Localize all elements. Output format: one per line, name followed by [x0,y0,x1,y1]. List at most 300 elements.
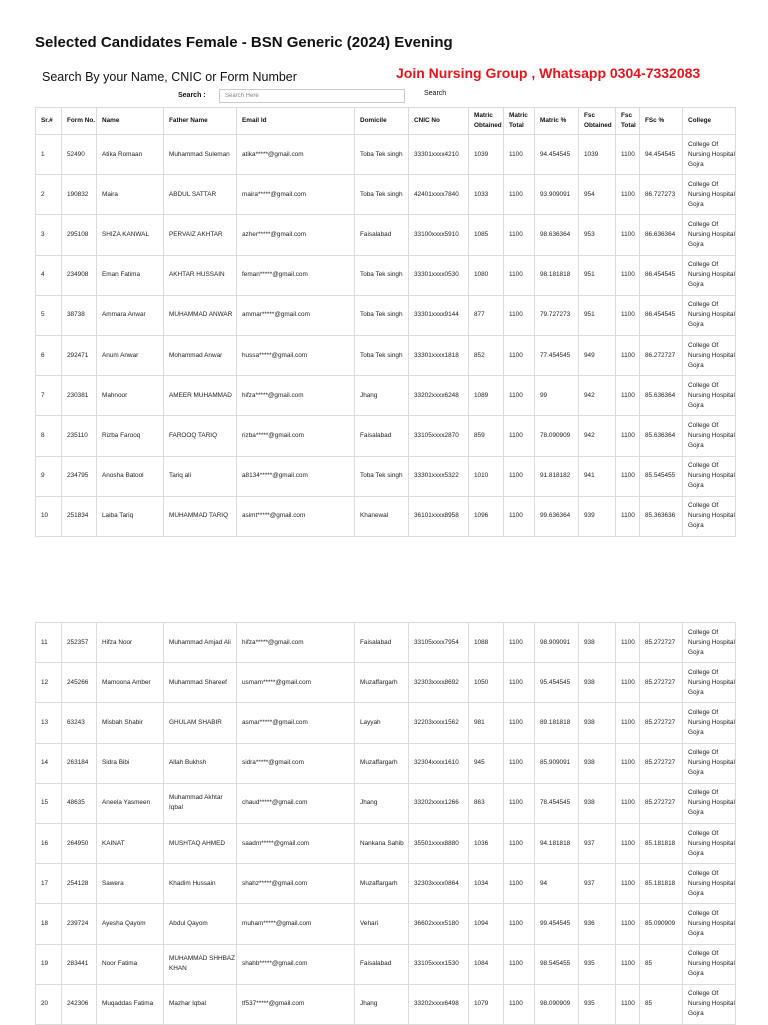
sr-cell: 4 [36,255,62,295]
father-name-cell: Mazhar Iqbal [164,984,237,1024]
cnic-cell: 33301xxxx0530 [409,255,469,295]
matric-percent-cell: 77.454545 [535,335,579,375]
matric-obtained-cell: 945 [469,743,504,783]
matric-obtained-cell: 852 [469,335,504,375]
cnic-cell: 33105xxxx1530 [409,944,469,984]
matric-total-cell: 1100 [504,496,535,536]
college-cell: College Of Nursing Hospital Gojra [683,496,736,536]
matric-total-cell: 1100 [504,663,535,703]
email-cell: hifza*****@gmail.com [237,623,355,663]
email-cell: shahb*****@gmail.com [237,944,355,984]
matric-obtained-cell: 1036 [469,823,504,863]
sr-cell: 7 [36,376,62,416]
email-cell: maira*****@gmail.com [237,175,355,215]
domicile-cell: Muzaffargarh [355,743,409,783]
cnic-cell: 32303xxxx0864 [409,864,469,904]
domicile-cell: Khanewal [355,496,409,536]
domicile-cell: Jhang [355,984,409,1024]
cnic-cell: 32304xxxx1610 [409,743,469,783]
form-no-cell: 190832 [62,175,97,215]
matric-total-cell: 1100 [504,904,535,944]
form-no-cell: 235110 [62,416,97,456]
matric-obtained-cell: 863 [469,783,504,823]
header-form-no: Form No. [62,108,97,135]
header-matric-obtained: Matric Obtained [469,108,504,135]
matric-percent-cell: 95.454545 [535,663,579,703]
name-cell: SHIZA KANWAL [97,215,164,255]
sr-cell: 5 [36,295,62,335]
matric-percent-cell: 94 [535,864,579,904]
table-row [36,904,736,944]
sr-cell: 6 [36,335,62,375]
sr-cell: 20 [36,984,62,1024]
fsc-total-cell: 1100 [616,703,640,743]
matric-obtained-cell: 877 [469,295,504,335]
matric-total-cell: 1100 [504,823,535,863]
matric-percent-cell: 98.909091 [535,623,579,663]
cnic-cell: 33301xxxx9144 [409,295,469,335]
table-row [36,623,736,663]
fsc-total-cell: 1100 [616,335,640,375]
domicile-cell: Nankana Sahib [355,823,409,863]
matric-total-cell: 1100 [504,456,535,496]
name-cell: Maira [97,175,164,215]
cnic-cell: 33301xxxx5322 [409,456,469,496]
matric-obtained-cell: 1050 [469,663,504,703]
name-cell: Ayesha Qayom [97,904,164,944]
email-cell: ammar*****@gmail.com [237,295,355,335]
form-no-cell: 264950 [62,823,97,863]
form-no-cell: 251834 [62,496,97,536]
matric-total-cell: 1100 [504,175,535,215]
college-cell: College Of Nursing Hospital Gojra [683,703,736,743]
sr-cell: 19 [36,944,62,984]
matric-percent-cell: 98.545455 [535,944,579,984]
form-no-cell: 245266 [62,663,97,703]
fsc-obtained-cell: 935 [579,944,616,984]
fsc-obtained-cell: 949 [579,335,616,375]
candidates-table [35,107,736,537]
matric-obtained-cell: 981 [469,703,504,743]
father-name-cell: MUHAMMAD ANWAR [164,295,237,335]
search-input[interactable] [219,89,405,103]
fsc-obtained-cell: 951 [579,295,616,335]
fsc-obtained-cell: 939 [579,496,616,536]
fsc-obtained-cell: 938 [579,623,616,663]
matric-percent-cell: 94.181818 [535,823,579,863]
matric-obtained-cell: 1034 [469,864,504,904]
matric-percent-cell: 99.454545 [535,904,579,944]
matric-percent-cell: 99.636364 [535,496,579,536]
father-name-cell: MUHAMMAD SHHBAZ KHAN [164,944,237,984]
college-cell: College Of Nursing Hospital Gojra [683,944,736,984]
fsc-obtained-cell: 936 [579,904,616,944]
matric-percent-cell: 98.181818 [535,255,579,295]
fsc-obtained-cell: 942 [579,416,616,456]
table-row [36,135,736,175]
domicile-cell: Muzaffargarh [355,864,409,904]
father-name-cell: ABDUL SATTAR [164,175,237,215]
fsc-total-cell: 1100 [616,456,640,496]
form-no-cell: 254128 [62,864,97,904]
matric-obtained-cell: 1084 [469,944,504,984]
name-cell: Rizba Farooq [97,416,164,456]
email-cell: muham*****@gmail.com [237,904,355,944]
college-cell: College Of Nursing Hospital Gojra [683,215,736,255]
sr-cell: 18 [36,904,62,944]
email-cell: hifza*****@gmail.com [237,376,355,416]
matric-obtained-cell: 1085 [469,215,504,255]
college-cell: College Of Nursing Hospital Gojra [683,295,736,335]
cnic-cell: 33105xxxx2870 [409,416,469,456]
table-row [36,703,736,743]
fsc-percent-cell: 85.636364 [640,376,683,416]
fsc-percent-cell: 85.272727 [640,663,683,703]
header-father-name: Father Name [164,108,237,135]
fsc-percent-cell: 85.272727 [640,623,683,663]
form-no-cell: 38738 [62,295,97,335]
matric-obtained-cell: 1094 [469,904,504,944]
name-cell: Ammara Anwar [97,295,164,335]
fsc-total-cell: 1100 [616,255,640,295]
matric-percent-cell: 89.181818 [535,703,579,743]
matric-percent-cell: 99 [535,376,579,416]
email-cell: usmam*****@gmail.com [237,663,355,703]
matric-total-cell: 1100 [504,944,535,984]
cnic-cell: 36101xxxx8958 [409,496,469,536]
father-name-cell: Muhammad Shareef [164,663,237,703]
matric-percent-cell: 79.727273 [535,295,579,335]
name-cell: Sidra Bibi [97,743,164,783]
cnic-cell: 33202xxxx6248 [409,376,469,416]
father-name-cell: Khadim Hussain [164,864,237,904]
table-row [36,496,736,536]
college-cell: College Of Nursing Hospital Gojra [683,255,736,295]
name-cell: KAINAT [97,823,164,863]
search-button[interactable]: Search [424,90,447,97]
fsc-percent-cell: 85.363636 [640,496,683,536]
name-cell: Hifza Noor [97,623,164,663]
fsc-obtained-cell: 935 [579,984,616,1024]
fsc-total-cell: 1100 [616,864,640,904]
matric-total-cell: 1100 [504,255,535,295]
sr-cell: 13 [36,703,62,743]
form-no-cell: 230381 [62,376,97,416]
father-name-cell: AKHTAR HUSSAIN [164,255,237,295]
table-row [36,295,736,335]
table-row [36,456,736,496]
domicile-cell: Toba Tek singh [355,335,409,375]
table-row [36,783,736,823]
father-name-cell: Mohammad Anwar [164,335,237,375]
college-cell: College Of Nursing Hospital Gojra [683,823,736,863]
email-cell: rizba*****@gmail.com [237,416,355,456]
table-row [36,175,736,215]
college-cell: College Of Nursing Hospital Gojra [683,984,736,1024]
promo-banner: Join Nursing Group , Whatsapp 0304-7332083 [396,65,701,81]
sr-cell: 8 [36,416,62,456]
domicile-cell: Layyah [355,703,409,743]
fsc-total-cell: 1100 [616,944,640,984]
matric-obtained-cell: 1033 [469,175,504,215]
email-cell: azher*****@gmail.com [237,215,355,255]
name-cell: Misbah Shabir [97,703,164,743]
fsc-percent-cell: 86.636364 [640,215,683,255]
matric-percent-cell: 85.909091 [535,743,579,783]
header-matric-percent: Matric % [535,108,579,135]
domicile-cell: Toba Tek singh [355,255,409,295]
fsc-total-cell: 1100 [616,783,640,823]
form-no-cell: 295108 [62,215,97,255]
search-label: Search : [178,92,206,99]
domicile-cell: Muzaffargarh [355,663,409,703]
table-row [36,944,736,984]
cnic-cell: 33301xxxx4210 [409,135,469,175]
table-row [36,215,736,255]
matric-total-cell: 1100 [504,743,535,783]
college-cell: College Of Nursing Hospital Gojra [683,663,736,703]
sr-cell: 14 [36,743,62,783]
fsc-obtained-cell: 938 [579,743,616,783]
matric-total-cell: 1100 [504,376,535,416]
college-cell: College Of Nursing Hospital Gojra [683,135,736,175]
name-cell: Mamoona Amber [97,663,164,703]
email-cell: feman*****@gmail.com [237,255,355,295]
father-name-cell: Muhammad Suleman [164,135,237,175]
fsc-total-cell: 1100 [616,743,640,783]
email-cell: chaud*****@gmail.com [237,783,355,823]
domicile-cell: Faisalabad [355,944,409,984]
fsc-percent-cell: 85.272727 [640,783,683,823]
fsc-percent-cell: 85 [640,944,683,984]
table-row [36,864,736,904]
fsc-obtained-cell: 954 [579,175,616,215]
fsc-total-cell: 1100 [616,663,640,703]
form-no-cell: 234795 [62,456,97,496]
cnic-cell: 32203xxxx1562 [409,703,469,743]
college-cell: College Of Nursing Hospital Gojra [683,175,736,215]
matric-percent-cell: 98.090909 [535,984,579,1024]
fsc-obtained-cell: 938 [579,703,616,743]
matric-percent-cell: 93.909091 [535,175,579,215]
cnic-cell: 33100xxxx5910 [409,215,469,255]
sr-cell: 9 [36,456,62,496]
college-cell: College Of Nursing Hospital Gojra [683,864,736,904]
name-cell: Eman Fatima [97,255,164,295]
father-name-cell: Allah Bukhsh [164,743,237,783]
matric-obtained-cell: 1080 [469,255,504,295]
domicile-cell: Faisalabad [355,215,409,255]
fsc-percent-cell: 85.272727 [640,743,683,783]
table-header-row [36,108,736,135]
header-name: Name [97,108,164,135]
fsc-obtained-cell: 953 [579,215,616,255]
email-cell: tf537*****@gmail.com [237,984,355,1024]
father-name-cell: MUSHTAQ AHMED [164,823,237,863]
header-fsc-obtained: Fsc Obtained [579,108,616,135]
email-cell: shahz*****@gmail.com [237,864,355,904]
college-cell: College Of Nursing Hospital Gojra [683,623,736,663]
sr-cell: 1 [36,135,62,175]
fsc-percent-cell: 86.454545 [640,255,683,295]
fsc-total-cell: 1100 [616,295,640,335]
table-row [36,335,736,375]
name-cell: Aneela Yasmeen [97,783,164,823]
sr-cell: 3 [36,215,62,255]
email-cell: asimt*****@gmail.com [237,496,355,536]
header-fsc-total: Fsc Total [616,108,640,135]
name-cell: Laiba Tariq [97,496,164,536]
domicile-cell: Toba Tek singh [355,295,409,335]
fsc-total-cell: 1100 [616,215,640,255]
fsc-total-cell: 1100 [616,623,640,663]
fsc-obtained-cell: 938 [579,783,616,823]
name-cell: Anosha Batool [97,456,164,496]
domicile-cell: Toba Tek singh [355,175,409,215]
sr-cell: 2 [36,175,62,215]
fsc-obtained-cell: 1039 [579,135,616,175]
form-no-cell: 283441 [62,944,97,984]
matric-percent-cell: 91.818182 [535,456,579,496]
header-fsc-percent: FSc % [640,108,683,135]
fsc-obtained-cell: 937 [579,864,616,904]
table-row [36,984,736,1024]
matric-total-cell: 1100 [504,783,535,823]
sr-cell: 15 [36,783,62,823]
sr-cell: 12 [36,663,62,703]
fsc-percent-cell: 94.454545 [640,135,683,175]
fsc-total-cell: 1100 [616,823,640,863]
matric-total-cell: 1100 [504,703,535,743]
matric-total-cell: 1100 [504,295,535,335]
fsc-total-cell: 1100 [616,135,640,175]
fsc-total-cell: 1100 [616,416,640,456]
fsc-percent-cell: 86.727273 [640,175,683,215]
fsc-percent-cell: 86.454545 [640,295,683,335]
name-cell: Muqaddas Fatima [97,984,164,1024]
fsc-percent-cell: 85.181818 [640,823,683,863]
sr-cell: 16 [36,823,62,863]
cnic-cell: 42401xxxx7840 [409,175,469,215]
search-instructions: Search By your Name, CNIC or Form Number [42,70,297,84]
father-name-cell: AMEER MUHAMMAD [164,376,237,416]
matric-total-cell: 1100 [504,623,535,663]
matric-percent-cell: 78.454545 [535,783,579,823]
form-no-cell: 48635 [62,783,97,823]
domicile-cell: Jhang [355,376,409,416]
fsc-percent-cell: 85 [640,984,683,1024]
college-cell: College Of Nursing Hospital Gojra [683,904,736,944]
fsc-percent-cell: 86.272727 [640,335,683,375]
matric-obtained-cell: 1088 [469,623,504,663]
fsc-obtained-cell: 951 [579,255,616,295]
domicile-cell: Jhang [355,783,409,823]
college-cell: College Of Nursing Hospital Gojra [683,783,736,823]
fsc-obtained-cell: 941 [579,456,616,496]
matric-obtained-cell: 1096 [469,496,504,536]
cnic-cell: 32303xxxx8692 [409,663,469,703]
email-cell: saadm*****@gmail.com [237,823,355,863]
matric-obtained-cell: 1039 [469,135,504,175]
matric-total-cell: 1100 [504,984,535,1024]
fsc-percent-cell: 85.636364 [640,416,683,456]
matric-obtained-cell: 859 [469,416,504,456]
email-cell: atika*****@gmail.com [237,135,355,175]
sr-cell: 10 [36,496,62,536]
form-no-cell: 239724 [62,904,97,944]
candidates-table-continued [35,622,736,1025]
header-email: Email Id [237,108,355,135]
form-no-cell: 234908 [62,255,97,295]
form-no-cell: 292471 [62,335,97,375]
college-cell: College Of Nursing Hospital Gojra [683,743,736,783]
matric-total-cell: 1100 [504,135,535,175]
fsc-obtained-cell: 942 [579,376,616,416]
fsc-total-cell: 1100 [616,175,640,215]
sr-cell: 11 [36,623,62,663]
fsc-percent-cell: 85.545455 [640,456,683,496]
college-cell: College Of Nursing Hospital Gojra [683,335,736,375]
domicile-cell: Faisalabad [355,416,409,456]
domicile-cell: Faisalabad [355,623,409,663]
matric-obtained-cell: 1089 [469,376,504,416]
father-name-cell: MUHAMMAD TARIQ [164,496,237,536]
form-no-cell: 242306 [62,984,97,1024]
domicile-cell: Toba Tek singh [355,456,409,496]
form-no-cell: 263184 [62,743,97,783]
form-no-cell: 52490 [62,135,97,175]
email-cell: hussa*****@gmail.com [237,335,355,375]
matric-total-cell: 1100 [504,864,535,904]
domicile-cell: Vehari [355,904,409,944]
fsc-total-cell: 1100 [616,984,640,1024]
father-name-cell: FAROOQ TARIQ [164,416,237,456]
table-row [36,823,736,863]
name-cell: Anum Anwar [97,335,164,375]
matric-total-cell: 1100 [504,215,535,255]
header-sr: Sr.# [36,108,62,135]
header-matric-total: Matric Total [504,108,535,135]
matric-percent-cell: 94.454545 [535,135,579,175]
father-name-cell: Abdul Qayom [164,904,237,944]
fsc-obtained-cell: 938 [579,663,616,703]
name-cell: Noor Fatima [97,944,164,984]
cnic-cell: 33105xxxx7954 [409,623,469,663]
cnic-cell: 36602xxxx5180 [409,904,469,944]
matric-percent-cell: 78.090909 [535,416,579,456]
fsc-obtained-cell: 937 [579,823,616,863]
header-cnic: CNIC No [409,108,469,135]
fsc-percent-cell: 85.181818 [640,864,683,904]
email-cell: a8134*****@gmail.com [237,456,355,496]
sr-cell: 17 [36,864,62,904]
fsc-percent-cell: 85.090909 [640,904,683,944]
domicile-cell: Toba Tek singh [355,135,409,175]
college-cell: College Of Nursing Hospital Gojra [683,376,736,416]
form-no-cell: 252357 [62,623,97,663]
fsc-total-cell: 1100 [616,496,640,536]
email-cell: asmar*****@gmail.com [237,703,355,743]
cnic-cell: 33301xxxx1818 [409,335,469,375]
name-cell: Sawera [97,864,164,904]
matric-percent-cell: 98.636364 [535,215,579,255]
cnic-cell: 35501xxxx8880 [409,823,469,863]
form-no-cell: 63243 [62,703,97,743]
table-row [36,376,736,416]
matric-total-cell: 1100 [504,416,535,456]
college-cell: College Of Nursing Hospital Gojra [683,456,736,496]
fsc-total-cell: 1100 [616,904,640,944]
